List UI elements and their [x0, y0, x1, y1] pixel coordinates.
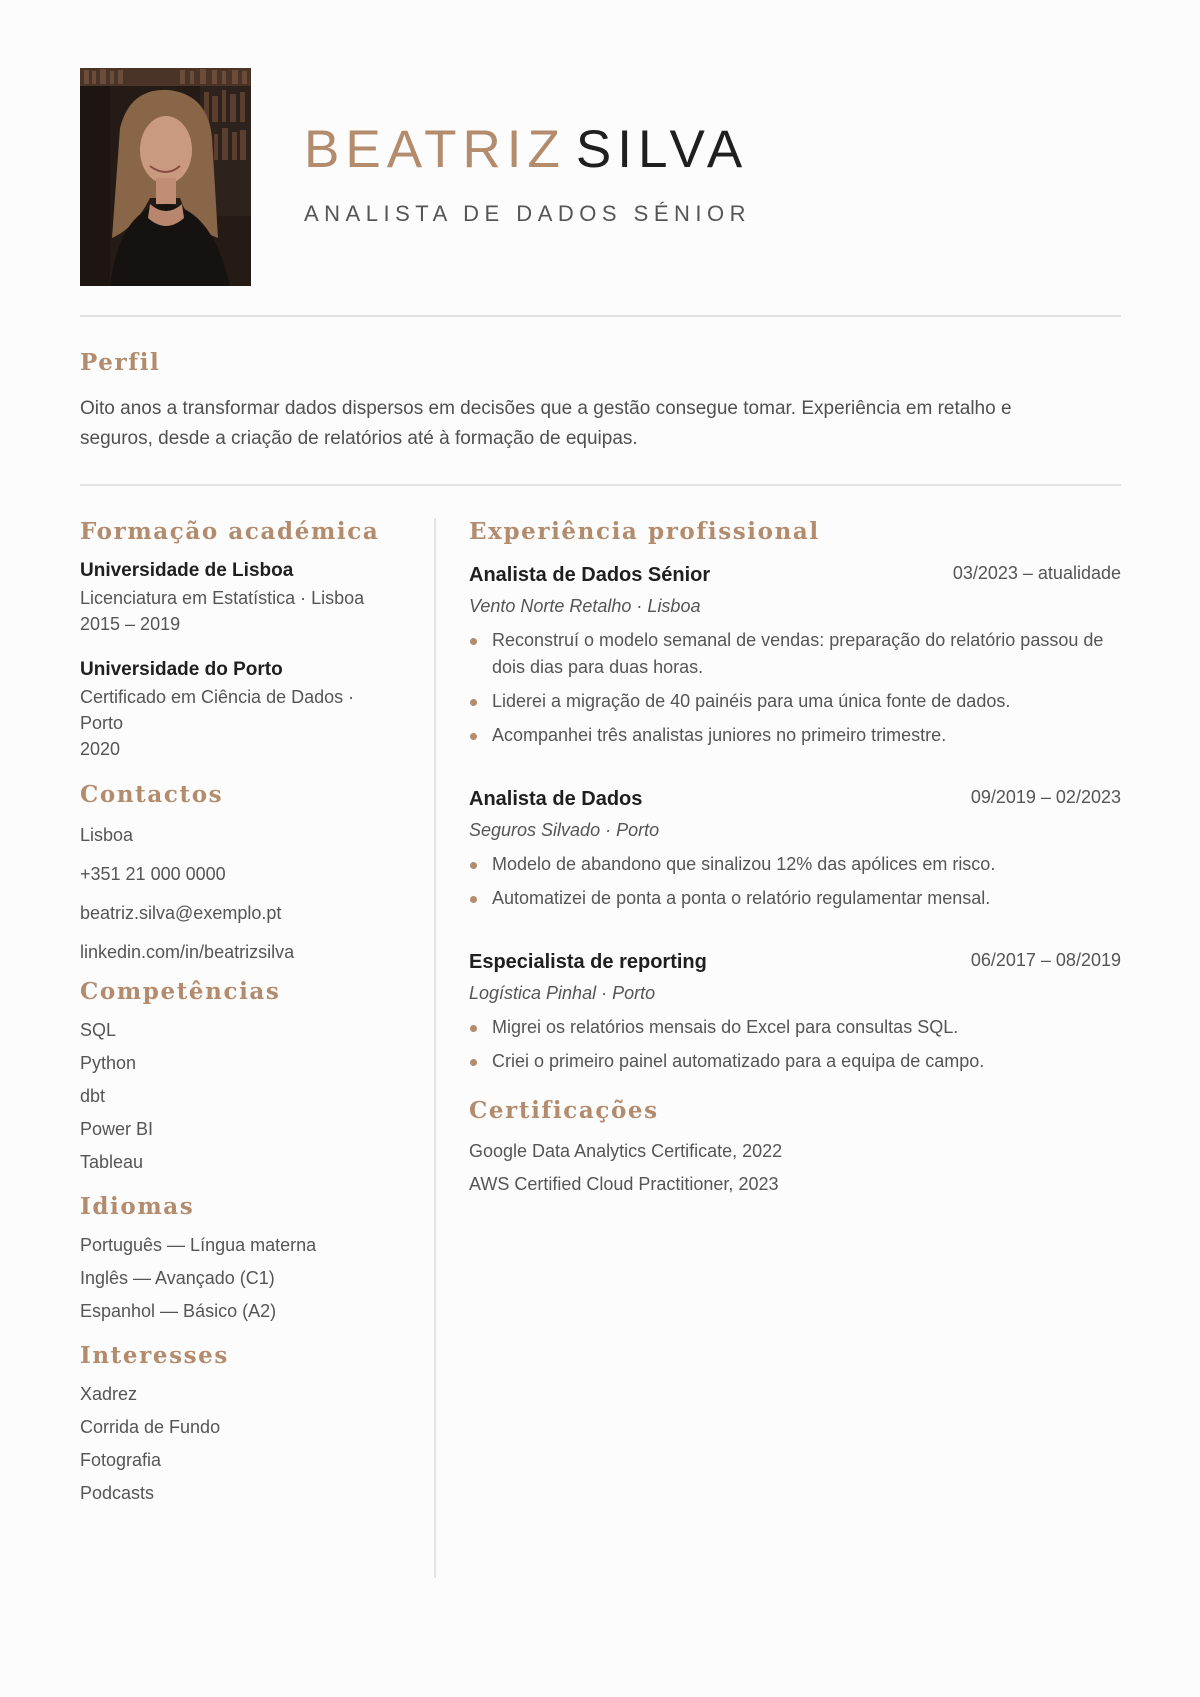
- job-title: Analista de Dados Sénior: [469, 564, 711, 586]
- job-company: Seguros Silvado · Porto: [469, 820, 660, 840]
- education-degree: Licenciatura em Estatística · Lisboa: [80, 588, 365, 608]
- resume-page: [80, 68, 1121, 1578]
- profile-text: Oito anos a transformar dados dispersos em decisões que a gestão consegue tomar. Experiência em retalho e seguros, desde a criação de relatórios até à formação de equipas.: [80, 398, 1012, 449]
- education-institution: Universidade de Lisboa: [80, 560, 294, 581]
- job-company: Vento Norte Retalho · Lisboa: [469, 596, 701, 616]
- skill-item: Tableau: [80, 1152, 144, 1172]
- skill-item: SQL: [80, 1020, 117, 1040]
- job-title: Especialista de reporting: [469, 951, 707, 973]
- job-bullet: Automatizei de ponta a ponta o relatório regulamentar mensal.: [469, 885, 1121, 912]
- skill-item: Power BI: [80, 1119, 154, 1139]
- skills-list: [80, 1017, 400, 1175]
- job-dates: 03/2023 – atualidade: [952, 563, 1121, 583]
- section-title-skills: Competências: [80, 978, 281, 1005]
- section-title-languages: Idiomas: [80, 1193, 195, 1220]
- two-column-body: [80, 518, 1121, 1578]
- profile-photo: [80, 68, 251, 286]
- skill-item: dbt: [80, 1086, 106, 1106]
- section-title-certifications: Certificações: [469, 1097, 659, 1124]
- certifications-list: [469, 1138, 1121, 1197]
- job-bullets: [469, 851, 1121, 912]
- section-title-contacts: Contactos: [80, 781, 224, 808]
- left-column: [80, 518, 400, 1513]
- interest-item: Podcasts: [80, 1483, 155, 1503]
- job-bullet: Acompanhei três analistas juniores no primeiro trimestre.: [469, 722, 1121, 749]
- education-item: [80, 656, 380, 763]
- contact-email[interactable]: beatriz.silva@exemplo.pt: [80, 903, 282, 923]
- job-subtitle: ANALISTA DE DADOS SÉNIOR: [304, 201, 752, 226]
- job-bullets: [469, 1014, 1121, 1075]
- right-column: [469, 518, 1121, 1204]
- contacts-list: [80, 822, 400, 965]
- interest-item: Fotografia: [80, 1450, 162, 1470]
- last-name: SILVA: [575, 120, 749, 179]
- job-dates: 06/2017 – 08/2019: [970, 950, 1121, 970]
- job-bullet: Migrei os relatórios mensais do Excel para consultas SQL.: [469, 1014, 1121, 1041]
- contact-location: Lisboa: [80, 825, 134, 845]
- contact-linkedin[interactable]: linkedin.com/in/beatrizsilva: [80, 942, 295, 962]
- education-years: 2015 – 2019: [80, 614, 181, 634]
- section-title-experience: Experiência profissional: [469, 518, 820, 545]
- job-bullet: Liderei a migração de 40 painéis para uma única fonte de dados.: [469, 688, 1121, 715]
- education-institution: Universidade do Porto: [80, 659, 283, 680]
- section-title-interests: Interesses: [80, 1342, 229, 1369]
- contact-phone[interactable]: +351 21 000 0000: [80, 864, 226, 884]
- education-item: [80, 557, 400, 638]
- job-company: Logística Pinhal · Porto: [469, 983, 656, 1003]
- job-entry: [469, 948, 1121, 1075]
- first-name: BEATRIZ: [304, 120, 566, 179]
- education-degree: Certificado em Ciência de Dados · Porto: [80, 687, 355, 733]
- certification-item: AWS Certified Cloud Practitioner, 2023: [469, 1174, 779, 1194]
- job-bullet: Criei o primeiro painel automatizado para a equipa de campo.: [469, 1048, 1121, 1075]
- resume-header: [80, 68, 1121, 286]
- interest-item: Xadrez: [80, 1384, 138, 1404]
- divider: [80, 484, 1121, 486]
- skill-item: Python: [80, 1053, 137, 1073]
- job-bullet: Modelo de abandono que sinalizou 12% das apólices em risco.: [469, 851, 1121, 878]
- column-divider: [434, 518, 436, 1578]
- job-entry: [469, 785, 1121, 912]
- language-item: Inglês — Avançado (C1): [80, 1268, 275, 1288]
- job-bullet: Reconstruí o modelo semanal de vendas: preparação do relatório passou de dois dias para duas horas.: [469, 627, 1121, 681]
- profile-section: [80, 317, 1121, 484]
- languages-list: [80, 1232, 400, 1324]
- job-bullets: [469, 627, 1121, 749]
- education-years: 2020: [80, 739, 121, 759]
- job-dates: 09/2019 – 02/2023: [970, 787, 1121, 807]
- section-title-profile: Perfil: [80, 349, 161, 376]
- interest-item: Corrida de Fundo: [80, 1417, 221, 1437]
- language-item: Espanhol — Básico (A2): [80, 1301, 277, 1321]
- section-title-education: Formação académica: [80, 518, 380, 545]
- interests-list: [80, 1381, 400, 1506]
- job-entry: [469, 561, 1121, 749]
- job-title: Analista de Dados: [469, 788, 643, 810]
- certification-item: Google Data Analytics Certificate, 2022: [469, 1141, 783, 1161]
- education-list: [80, 557, 400, 763]
- full-name: [304, 120, 749, 179]
- language-item: Português — Língua materna: [80, 1235, 317, 1255]
